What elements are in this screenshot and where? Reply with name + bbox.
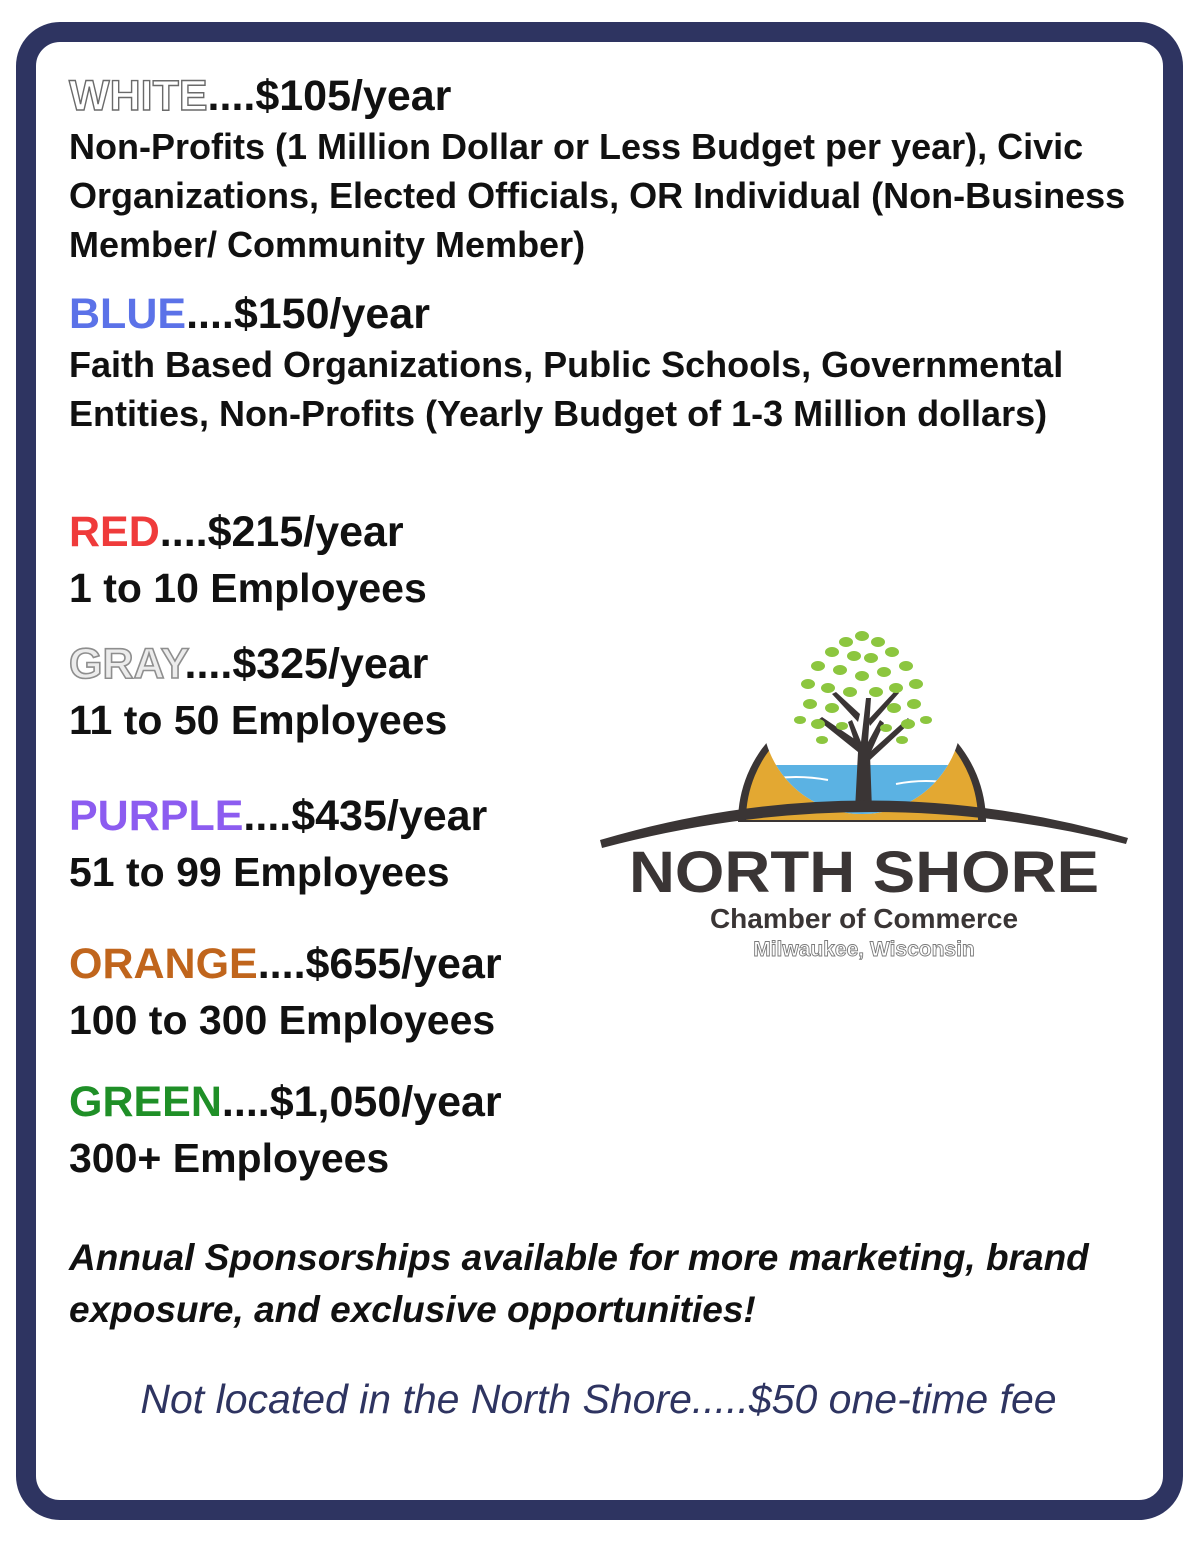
tier-description: Non-Profits (1 Million Dollar or Less Budget per year), Civic Organizations, Elected Officials, OR Individual (Non-Business Member/ Community Member) <box>69 126 1126 265</box>
footer-note: Not located in the North Shore.....$50 one-time fee <box>140 1376 1057 1422</box>
tier-heading <box>69 792 487 840</box>
tier-price: ....$1,050/year <box>221 1078 502 1126</box>
tier-description: 51 to 99 Employees <box>69 849 450 895</box>
logo-subtitle: Chamber of Commerce <box>709 903 1019 934</box>
tier-heading <box>69 508 427 556</box>
sponsorship-note: Annual Sponsorships available for more marketing, brand exposure, and exclusive opportunities! <box>69 1237 1089 1330</box>
north-shore-logo <box>596 602 1132 982</box>
tier-orange <box>69 940 502 1046</box>
tier-name: WHITE <box>69 72 208 120</box>
tier-description: 11 to 50 Employees <box>69 697 448 743</box>
tier-name: GRAY <box>69 640 185 688</box>
tier-name: GREEN <box>69 1078 222 1126</box>
tier-heading <box>69 72 1169 120</box>
tier-price: ....$325/year <box>184 640 429 688</box>
logo-title: NORTH SHORE <box>629 840 1099 905</box>
tier-name: RED <box>69 508 160 556</box>
tier-description: 1 to 10 Employees <box>69 565 427 611</box>
tier-price: ....$215/year <box>159 508 404 556</box>
tier-heading <box>69 940 502 988</box>
tier-red <box>69 508 427 614</box>
tier-heading <box>69 640 447 688</box>
tier-blue <box>69 290 1169 438</box>
tier-price: ....$150/year <box>186 290 430 338</box>
tier-price: ....$105/year <box>207 72 452 120</box>
tier-green <box>69 1078 502 1184</box>
tier-description: 100 to 300 Employees <box>69 997 496 1043</box>
tier-price: ....$435/year <box>243 792 488 840</box>
tier-heading <box>69 1078 502 1126</box>
tier-name: PURPLE <box>69 792 244 840</box>
tier-description: 300+ Employees <box>69 1135 390 1181</box>
tier-name: BLUE <box>69 290 187 338</box>
tier-gray <box>69 640 447 746</box>
tier-description: Faith Based Organizations, Public Schools, Governmental Entities, Non-Profits (Yearly Budget of 1-3 Million dollars) <box>69 344 1064 434</box>
tier-name: ORANGE <box>69 940 258 988</box>
tier-purple <box>69 792 487 898</box>
logo-location: Milwaukee, Wisconsin <box>753 938 975 961</box>
tier-heading <box>69 290 1169 338</box>
tier-price: ....$655/year <box>257 940 502 988</box>
tier-white <box>69 72 1169 269</box>
